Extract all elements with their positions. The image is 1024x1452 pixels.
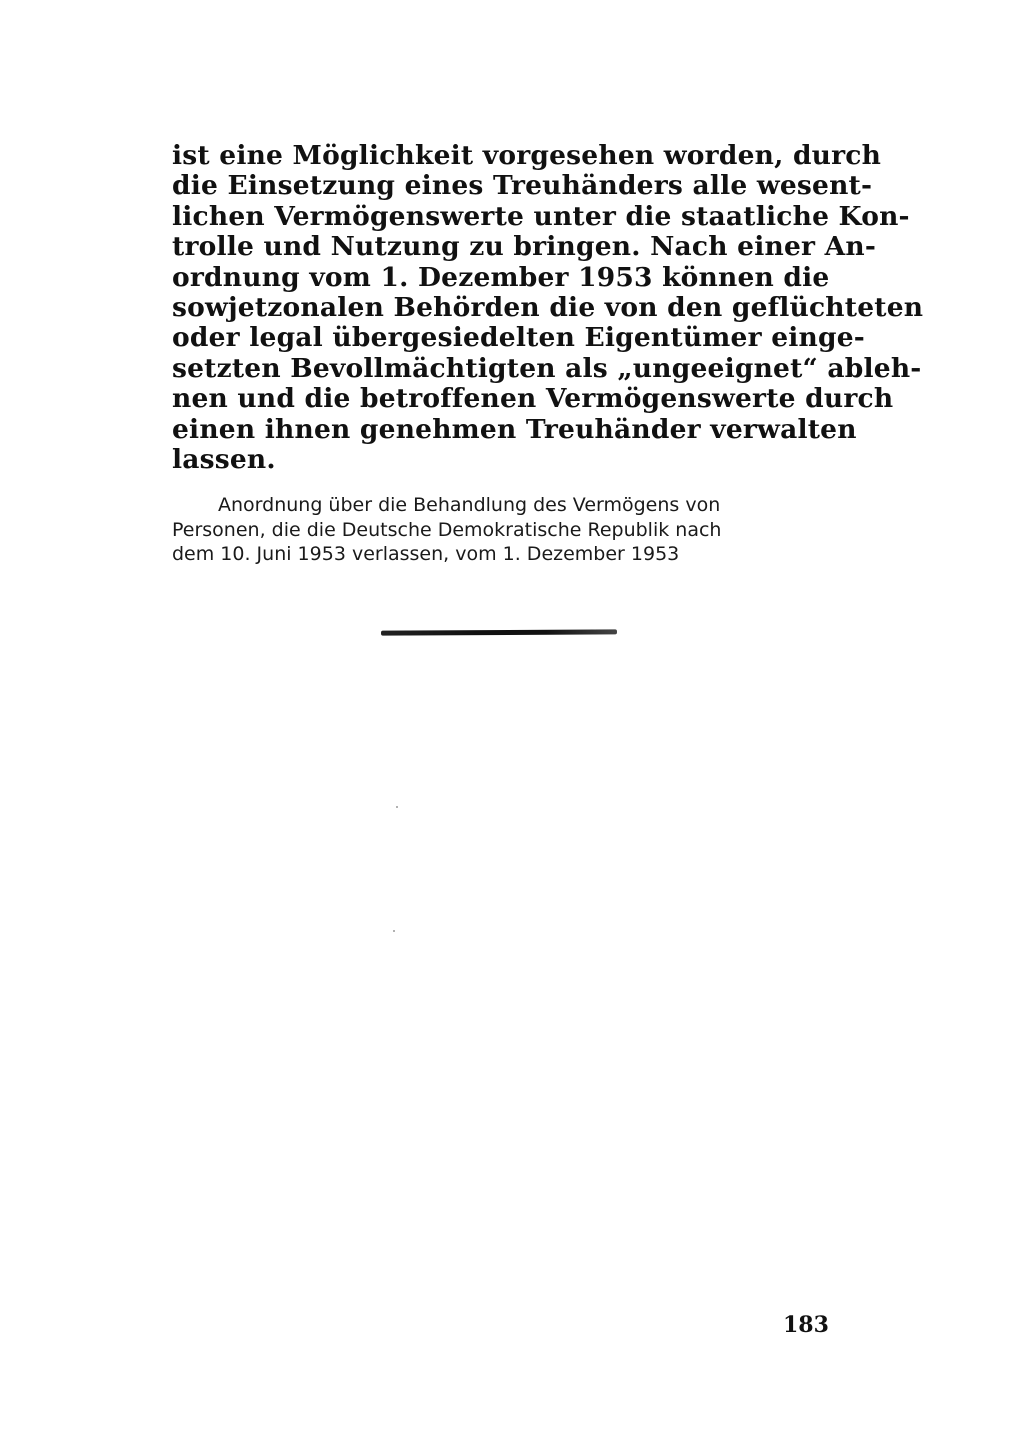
source-citation (172, 493, 818, 567)
body-line: setzten Bevollmächtigten als „ungeeignet“ ableh- (172, 352, 922, 384)
scan-speck (396, 806, 398, 808)
body-line: lassen. (172, 444, 276, 476)
body-line: nen und die betroffenen Vermögenswerte durch (172, 383, 894, 415)
body-line: oder legal übergesiedelten Eigentümer einge- (172, 322, 865, 354)
citation-line: Anordnung über die Behandlung des Vermögens von (218, 494, 721, 516)
body-line: sowjetzonalen Behörden die von den geflüchteten (172, 292, 924, 324)
body-line: einen ihnen genehmen Treuhänder verwalten (172, 413, 857, 445)
scan-speck (393, 930, 395, 932)
citation-line: dem 10. Juni 1953 verlassen, vom 1. Dezember 1953 (172, 543, 680, 565)
body-line: ordnung vom 1. Dezember 1953 können die (172, 261, 830, 293)
body-line: trolle und Nutzung zu bringen. Nach einer An- (172, 231, 877, 263)
body-line: lichen Vermögenswerte unter die staatliche Kon- (172, 200, 910, 232)
citation-line: Personen, die die Deutsche Demokratische Republik nach (172, 518, 722, 541)
body-line: ist eine Möglichkeit vorgesehen worden, durch (172, 140, 882, 171)
page-number: 183 (783, 1312, 829, 1338)
body-line: die Einsetzung eines Treuhänders alle wesent- (172, 170, 873, 202)
body-paragraph (172, 140, 924, 476)
section-divider (381, 629, 617, 635)
